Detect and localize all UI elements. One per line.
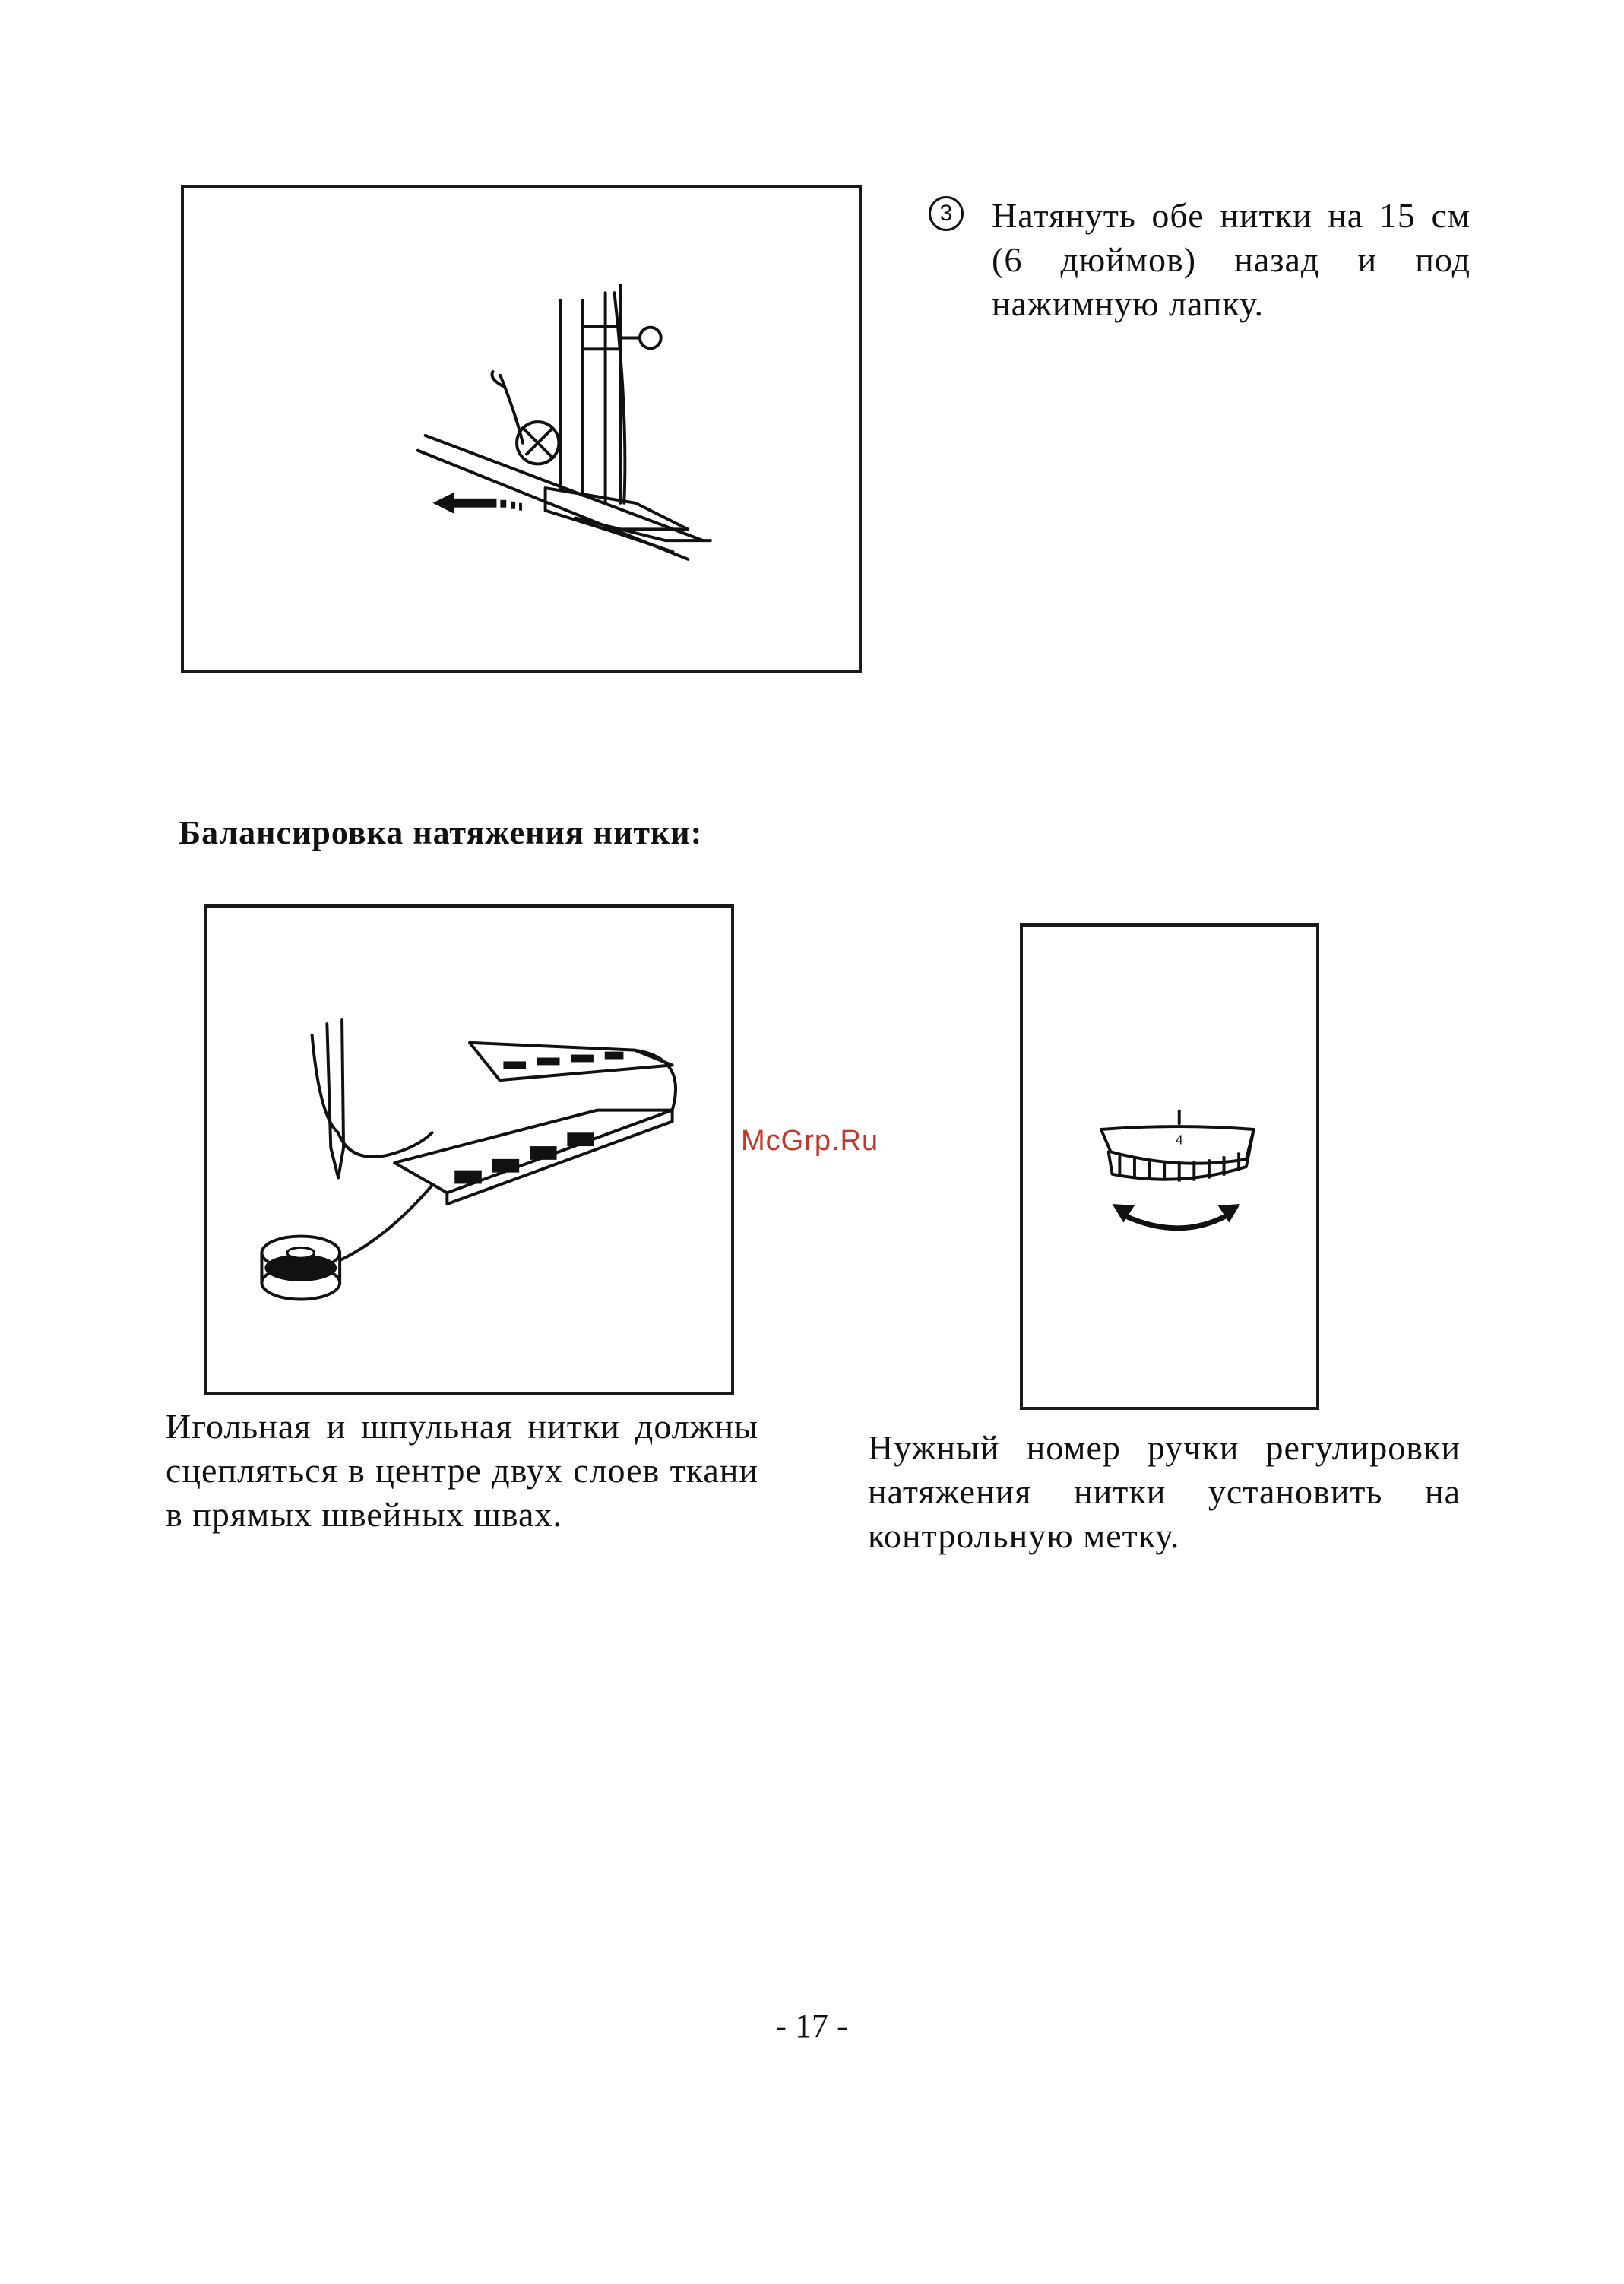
stitch-balance-illustration — [207, 908, 731, 1392]
figure-presser-foot — [181, 185, 862, 673]
figure-tension-dial — [1020, 923, 1319, 1410]
step-3-text: Натянуть обе нитки на 15 см (6 дюймов) назад и под нажимную лапку. — [992, 196, 1470, 323]
watermark: McGrp.Ru — [741, 1125, 879, 1157]
caption-right: Нужный номер ручки регулировки натяжения нитки установить на контрольную метку. — [868, 1428, 1461, 1555]
step-number: 3 — [929, 196, 964, 231]
presser-foot-illustration — [184, 188, 859, 670]
caption-left: Игольная и шпульная нитки должны сцепляться в центре двух слоев ткани в прямых швейных швах. — [166, 1407, 758, 1534]
page-number: - 17 - — [775, 2007, 848, 2045]
section-heading: Балансировка натяжения нитки: — [179, 814, 703, 851]
dial-mark: 4 — [1175, 1132, 1183, 1148]
tension-dial-illustration — [1023, 927, 1316, 1407]
figure-stitch-balance — [204, 904, 734, 1395]
